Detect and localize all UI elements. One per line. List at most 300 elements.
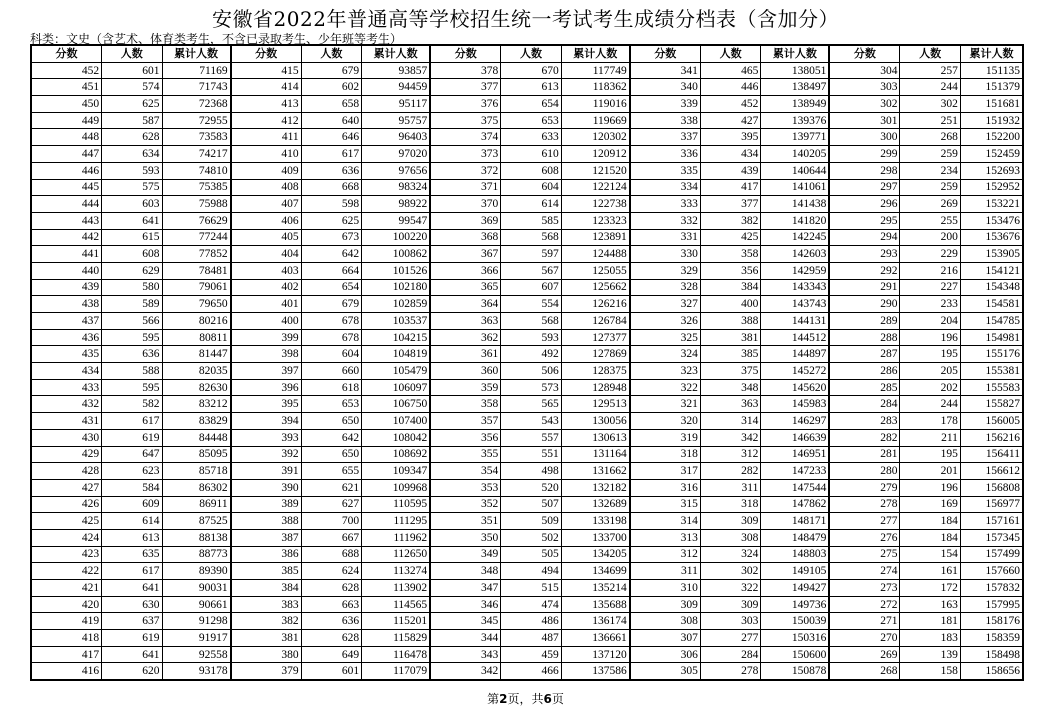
- score-cell: 390: [231, 479, 302, 496]
- count-cell: 229: [900, 246, 960, 263]
- count-cell: 204: [900, 313, 960, 330]
- cumulative-cell: 150039: [761, 613, 830, 630]
- cumulative-cell: 157995: [960, 596, 1023, 613]
- score-cell: 411: [231, 129, 302, 146]
- cumulative-cell: 149736: [761, 596, 830, 613]
- count-cell: 178: [900, 413, 960, 430]
- cumulative-cell: 115829: [362, 630, 431, 647]
- count-cell: 654: [501, 96, 561, 113]
- count-cell: 216: [900, 262, 960, 279]
- table-row: [31, 196, 1023, 213]
- score-cell: 327: [630, 296, 701, 313]
- score-cell: 401: [231, 296, 302, 313]
- count-cell: 641: [102, 646, 162, 663]
- score-cell: 325: [630, 329, 701, 346]
- cumulative-cell: 143343: [761, 279, 830, 296]
- count-cell: 678: [301, 329, 361, 346]
- score-cell: 424: [31, 529, 102, 546]
- cumulative-cell: 111295: [362, 513, 431, 530]
- table-row: [31, 313, 1023, 330]
- cumulative-cell: 149427: [761, 580, 830, 597]
- score-cell: 391: [231, 463, 302, 480]
- cumulative-cell: 73583: [162, 129, 231, 146]
- count-cell: 593: [102, 162, 162, 179]
- score-cell: 400: [231, 313, 302, 330]
- count-cell: 278: [700, 663, 760, 680]
- score-cell: 279: [829, 479, 900, 496]
- score-cell: 386: [231, 546, 302, 563]
- count-cell: 633: [501, 129, 561, 146]
- count-cell: 400: [700, 296, 760, 313]
- count-cell: 607: [501, 279, 561, 296]
- count-cell: 653: [501, 112, 561, 129]
- count-cell: 618: [301, 379, 361, 396]
- cumulative-cell: 123323: [561, 212, 630, 229]
- count-cell: 520: [501, 479, 561, 496]
- score-cell: 384: [231, 580, 302, 597]
- cumulative-cell: 114565: [362, 596, 431, 613]
- score-cell: 338: [630, 112, 701, 129]
- cumulative-cell: 130056: [561, 413, 630, 430]
- cumulative-cell: 104819: [362, 346, 431, 363]
- footer-middle: 页，共: [507, 692, 544, 706]
- count-cell: 588: [102, 363, 162, 380]
- cumulative-cell: 98324: [362, 179, 431, 196]
- header-count: 人数: [301, 45, 361, 62]
- score-cell: 361: [430, 346, 501, 363]
- score-cell: 437: [31, 313, 102, 330]
- cumulative-cell: 136174: [561, 613, 630, 630]
- score-cell: 351: [430, 513, 501, 530]
- count-cell: 615: [102, 229, 162, 246]
- cumulative-cell: 150316: [761, 630, 830, 647]
- cumulative-cell: 96403: [362, 129, 431, 146]
- count-cell: 650: [301, 413, 361, 430]
- count-cell: 257: [900, 62, 960, 79]
- count-cell: 584: [102, 479, 162, 496]
- score-cell: 367: [430, 246, 501, 263]
- table-row: [31, 513, 1023, 530]
- score-cell: 298: [829, 162, 900, 179]
- cumulative-cell: 156005: [960, 413, 1023, 430]
- cumulative-cell: 127377: [561, 329, 630, 346]
- score-cell: 309: [630, 596, 701, 613]
- cumulative-cell: 122124: [561, 179, 630, 196]
- count-cell: 620: [102, 663, 162, 680]
- count-cell: 565: [501, 396, 561, 413]
- cumulative-cell: 135214: [561, 580, 630, 597]
- cumulative-cell: 117079: [362, 663, 431, 680]
- score-cell: 299: [829, 146, 900, 163]
- cumulative-cell: 148479: [761, 529, 830, 546]
- count-cell: 678: [301, 313, 361, 330]
- count-cell: 624: [301, 563, 361, 580]
- count-cell: 505: [501, 546, 561, 563]
- count-cell: 635: [102, 546, 162, 563]
- table-row: [31, 413, 1023, 430]
- score-cell: 405: [231, 229, 302, 246]
- cumulative-cell: 142603: [761, 246, 830, 263]
- cumulative-cell: 144131: [761, 313, 830, 330]
- score-cell: 419: [31, 613, 102, 630]
- cumulative-cell: 80216: [162, 313, 231, 330]
- count-cell: 630: [102, 596, 162, 613]
- cumulative-cell: 99547: [362, 212, 431, 229]
- header-count: 人数: [501, 45, 561, 62]
- cumulative-cell: 111962: [362, 529, 431, 546]
- score-cell: 383: [231, 596, 302, 613]
- score-cell: 321: [630, 396, 701, 413]
- cumulative-cell: 83829: [162, 413, 231, 430]
- count-cell: 388: [700, 313, 760, 330]
- cumulative-cell: 143743: [761, 296, 830, 313]
- score-cell: 409: [231, 162, 302, 179]
- count-cell: 642: [301, 246, 361, 263]
- score-cell: 416: [31, 663, 102, 680]
- header-cumulative: 累计人数: [162, 45, 231, 62]
- score-cell: 425: [31, 513, 102, 530]
- table-row: [31, 613, 1023, 630]
- score-cell: 306: [630, 646, 701, 663]
- score-cell: 332: [630, 212, 701, 229]
- score-cell: 353: [430, 479, 501, 496]
- score-cell: 357: [430, 413, 501, 430]
- count-cell: 636: [301, 613, 361, 630]
- cumulative-cell: 156411: [960, 446, 1023, 463]
- count-cell: 637: [102, 613, 162, 630]
- count-cell: 628: [102, 129, 162, 146]
- score-cell: 312: [630, 546, 701, 563]
- count-cell: 434: [700, 146, 760, 163]
- count-cell: 348: [700, 379, 760, 396]
- count-cell: 200: [900, 229, 960, 246]
- count-cell: 566: [102, 313, 162, 330]
- count-cell: 487: [501, 630, 561, 647]
- cumulative-cell: 108042: [362, 429, 431, 446]
- score-cell: 281: [829, 446, 900, 463]
- score-cell: 275: [829, 546, 900, 563]
- cumulative-cell: 142245: [761, 229, 830, 246]
- count-cell: 628: [301, 630, 361, 647]
- count-cell: 629: [102, 262, 162, 279]
- score-cell: 445: [31, 179, 102, 196]
- cumulative-cell: 105479: [362, 363, 431, 380]
- count-cell: 582: [102, 396, 162, 413]
- footer-page-number: 2: [499, 692, 508, 706]
- cumulative-cell: 136661: [561, 630, 630, 647]
- count-cell: 195: [900, 446, 960, 463]
- score-cell: 305: [630, 663, 701, 680]
- count-cell: 642: [301, 429, 361, 446]
- table-row: [31, 146, 1023, 163]
- score-cell: 363: [430, 313, 501, 330]
- cumulative-cell: 75988: [162, 196, 231, 213]
- cumulative-cell: 126784: [561, 313, 630, 330]
- count-cell: 356: [700, 262, 760, 279]
- score-cell: 396: [231, 379, 302, 396]
- count-cell: 568: [501, 313, 561, 330]
- cumulative-cell: 145272: [761, 363, 830, 380]
- count-cell: 554: [501, 296, 561, 313]
- score-cell: 433: [31, 379, 102, 396]
- score-cell: 420: [31, 596, 102, 613]
- cumulative-cell: 93178: [162, 663, 231, 680]
- count-cell: 384: [700, 279, 760, 296]
- score-cell: 278: [829, 496, 900, 513]
- cumulative-cell: 146297: [761, 413, 830, 430]
- table-row: [31, 630, 1023, 647]
- count-cell: 608: [501, 162, 561, 179]
- score-cell: 301: [829, 112, 900, 129]
- count-cell: 625: [102, 96, 162, 113]
- count-cell: 184: [900, 529, 960, 546]
- cumulative-cell: 115201: [362, 613, 431, 630]
- cumulative-cell: 132182: [561, 479, 630, 496]
- count-cell: 625: [301, 212, 361, 229]
- count-cell: 161: [900, 563, 960, 580]
- score-cell: 415: [231, 62, 302, 79]
- cumulative-cell: 86302: [162, 479, 231, 496]
- count-cell: 634: [102, 146, 162, 163]
- table-row: [31, 329, 1023, 346]
- score-cell: 422: [31, 563, 102, 580]
- header-score: 分数: [630, 45, 701, 62]
- count-cell: 679: [301, 296, 361, 313]
- count-cell: 610: [501, 146, 561, 163]
- cumulative-cell: 76629: [162, 212, 231, 229]
- score-cell: 371: [430, 179, 501, 196]
- cumulative-cell: 104215: [362, 329, 431, 346]
- score-cell: 427: [31, 479, 102, 496]
- cumulative-cell: 149105: [761, 563, 830, 580]
- count-cell: 673: [301, 229, 361, 246]
- score-cell: 395: [231, 396, 302, 413]
- count-cell: 502: [501, 529, 561, 546]
- score-cell: 418: [31, 630, 102, 647]
- count-cell: 640: [301, 112, 361, 129]
- cumulative-cell: 91917: [162, 630, 231, 647]
- score-cell: 345: [430, 613, 501, 630]
- table-body: [31, 62, 1023, 680]
- cumulative-cell: 144897: [761, 346, 830, 363]
- cumulative-cell: 92558: [162, 646, 231, 663]
- count-cell: 308: [700, 529, 760, 546]
- count-cell: 595: [102, 379, 162, 396]
- score-cell: 318: [630, 446, 701, 463]
- cumulative-cell: 80811: [162, 329, 231, 346]
- count-cell: 227: [900, 279, 960, 296]
- count-cell: 303: [700, 613, 760, 630]
- cumulative-cell: 137586: [561, 663, 630, 680]
- count-cell: 679: [301, 62, 361, 79]
- count-cell: 628: [301, 580, 361, 597]
- count-cell: 311: [700, 479, 760, 496]
- cumulative-cell: 146639: [761, 429, 830, 446]
- score-cell: 295: [829, 212, 900, 229]
- score-cell: 269: [829, 646, 900, 663]
- header-count: 人数: [900, 45, 960, 62]
- score-cell: 356: [430, 429, 501, 446]
- score-cell: 290: [829, 296, 900, 313]
- table-row: [31, 346, 1023, 363]
- cumulative-cell: 98922: [362, 196, 431, 213]
- cumulative-cell: 139771: [761, 129, 830, 146]
- count-cell: 446: [700, 79, 760, 96]
- count-cell: 621: [301, 479, 361, 496]
- score-cell: 439: [31, 279, 102, 296]
- table-row: [31, 162, 1023, 179]
- score-cell: 382: [231, 613, 302, 630]
- cumulative-cell: 158359: [960, 630, 1023, 647]
- count-cell: 580: [102, 279, 162, 296]
- count-cell: 619: [102, 630, 162, 647]
- cumulative-cell: 117749: [561, 62, 630, 79]
- count-cell: 184: [900, 513, 960, 530]
- table-row: [31, 496, 1023, 513]
- score-cell: 408: [231, 179, 302, 196]
- count-cell: 636: [301, 162, 361, 179]
- score-cell: 436: [31, 329, 102, 346]
- count-cell: 506: [501, 363, 561, 380]
- cumulative-cell: 94459: [362, 79, 431, 96]
- score-cell: 319: [630, 429, 701, 446]
- cumulative-cell: 133700: [561, 529, 630, 546]
- score-cell: 331: [630, 229, 701, 246]
- cumulative-cell: 152200: [960, 129, 1023, 146]
- header-score: 分数: [829, 45, 900, 62]
- cumulative-cell: 108692: [362, 446, 431, 463]
- cumulative-cell: 134205: [561, 546, 630, 563]
- count-cell: 318: [700, 496, 760, 513]
- score-cell: 276: [829, 529, 900, 546]
- score-cell: 288: [829, 329, 900, 346]
- cumulative-cell: 109347: [362, 463, 431, 480]
- cumulative-cell: 140205: [761, 146, 830, 163]
- cumulative-cell: 123891: [561, 229, 630, 246]
- score-cell: 337: [630, 129, 701, 146]
- score-cell: 303: [829, 79, 900, 96]
- count-cell: 302: [700, 563, 760, 580]
- table-row: [31, 379, 1023, 396]
- header-cumulative: 累计人数: [960, 45, 1023, 62]
- count-cell: 324: [700, 546, 760, 563]
- count-cell: 163: [900, 596, 960, 613]
- score-cell: 280: [829, 463, 900, 480]
- count-cell: 255: [900, 212, 960, 229]
- count-cell: 593: [501, 329, 561, 346]
- score-cell: 308: [630, 613, 701, 630]
- score-cell: 421: [31, 580, 102, 597]
- cumulative-cell: 138949: [761, 96, 830, 113]
- score-cell: 446: [31, 162, 102, 179]
- table-row: [31, 580, 1023, 597]
- cumulative-cell: 100220: [362, 229, 431, 246]
- score-cell: 323: [630, 363, 701, 380]
- cumulative-cell: 156216: [960, 429, 1023, 446]
- score-cell: 392: [231, 446, 302, 463]
- score-cell: 441: [31, 246, 102, 263]
- score-cell: 447: [31, 146, 102, 163]
- count-cell: 196: [900, 329, 960, 346]
- score-cell: 442: [31, 229, 102, 246]
- table-row: [31, 246, 1023, 263]
- count-cell: 233: [900, 296, 960, 313]
- cumulative-cell: 88773: [162, 546, 231, 563]
- cumulative-cell: 74810: [162, 162, 231, 179]
- cumulative-cell: 97656: [362, 162, 431, 179]
- count-cell: 277: [700, 630, 760, 647]
- cumulative-cell: 147233: [761, 463, 830, 480]
- score-cell: 389: [231, 496, 302, 513]
- count-cell: 314: [700, 413, 760, 430]
- count-cell: 202: [900, 379, 960, 396]
- cumulative-cell: 101526: [362, 262, 431, 279]
- table-row: [31, 546, 1023, 563]
- score-cell: 302: [829, 96, 900, 113]
- count-cell: 382: [700, 212, 760, 229]
- count-cell: 172: [900, 580, 960, 597]
- table-row: [31, 663, 1023, 680]
- cumulative-cell: 152693: [960, 162, 1023, 179]
- cumulative-cell: 85095: [162, 446, 231, 463]
- cumulative-cell: 110595: [362, 496, 431, 513]
- score-cell: 404: [231, 246, 302, 263]
- count-cell: 196: [900, 479, 960, 496]
- cumulative-cell: 140644: [761, 162, 830, 179]
- cumulative-cell: 100862: [362, 246, 431, 263]
- cumulative-cell: 147544: [761, 479, 830, 496]
- score-cell: 397: [231, 363, 302, 380]
- count-cell: 459: [501, 646, 561, 663]
- count-cell: 617: [102, 563, 162, 580]
- score-cell: 394: [231, 413, 302, 430]
- table-row: [31, 129, 1023, 146]
- count-cell: 377: [700, 196, 760, 213]
- count-cell: 486: [501, 613, 561, 630]
- count-cell: 613: [501, 79, 561, 96]
- score-cell: 385: [231, 563, 302, 580]
- score-cell: 344: [430, 630, 501, 647]
- table-row: [31, 446, 1023, 463]
- table-row: [31, 429, 1023, 446]
- count-cell: 425: [700, 229, 760, 246]
- cumulative-cell: 116478: [362, 646, 431, 663]
- score-cell: 402: [231, 279, 302, 296]
- count-cell: 601: [301, 663, 361, 680]
- count-cell: 623: [102, 463, 162, 480]
- score-cell: 377: [430, 79, 501, 96]
- count-cell: 641: [102, 212, 162, 229]
- count-cell: 269: [900, 196, 960, 213]
- cumulative-cell: 95757: [362, 112, 431, 129]
- count-cell: 602: [301, 79, 361, 96]
- count-cell: 381: [700, 329, 760, 346]
- count-cell: 466: [501, 663, 561, 680]
- score-cell: 317: [630, 463, 701, 480]
- count-cell: 585: [501, 212, 561, 229]
- cumulative-cell: 158498: [960, 646, 1023, 663]
- header-count: 人数: [102, 45, 162, 62]
- count-cell: 614: [501, 196, 561, 213]
- header-cumulative: 累计人数: [362, 45, 431, 62]
- cumulative-cell: 137120: [561, 646, 630, 663]
- score-cell: 293: [829, 246, 900, 263]
- cumulative-cell: 151681: [960, 96, 1023, 113]
- cumulative-cell: 79061: [162, 279, 231, 296]
- count-cell: 574: [102, 79, 162, 96]
- count-cell: 557: [501, 429, 561, 446]
- score-cell: 359: [430, 379, 501, 396]
